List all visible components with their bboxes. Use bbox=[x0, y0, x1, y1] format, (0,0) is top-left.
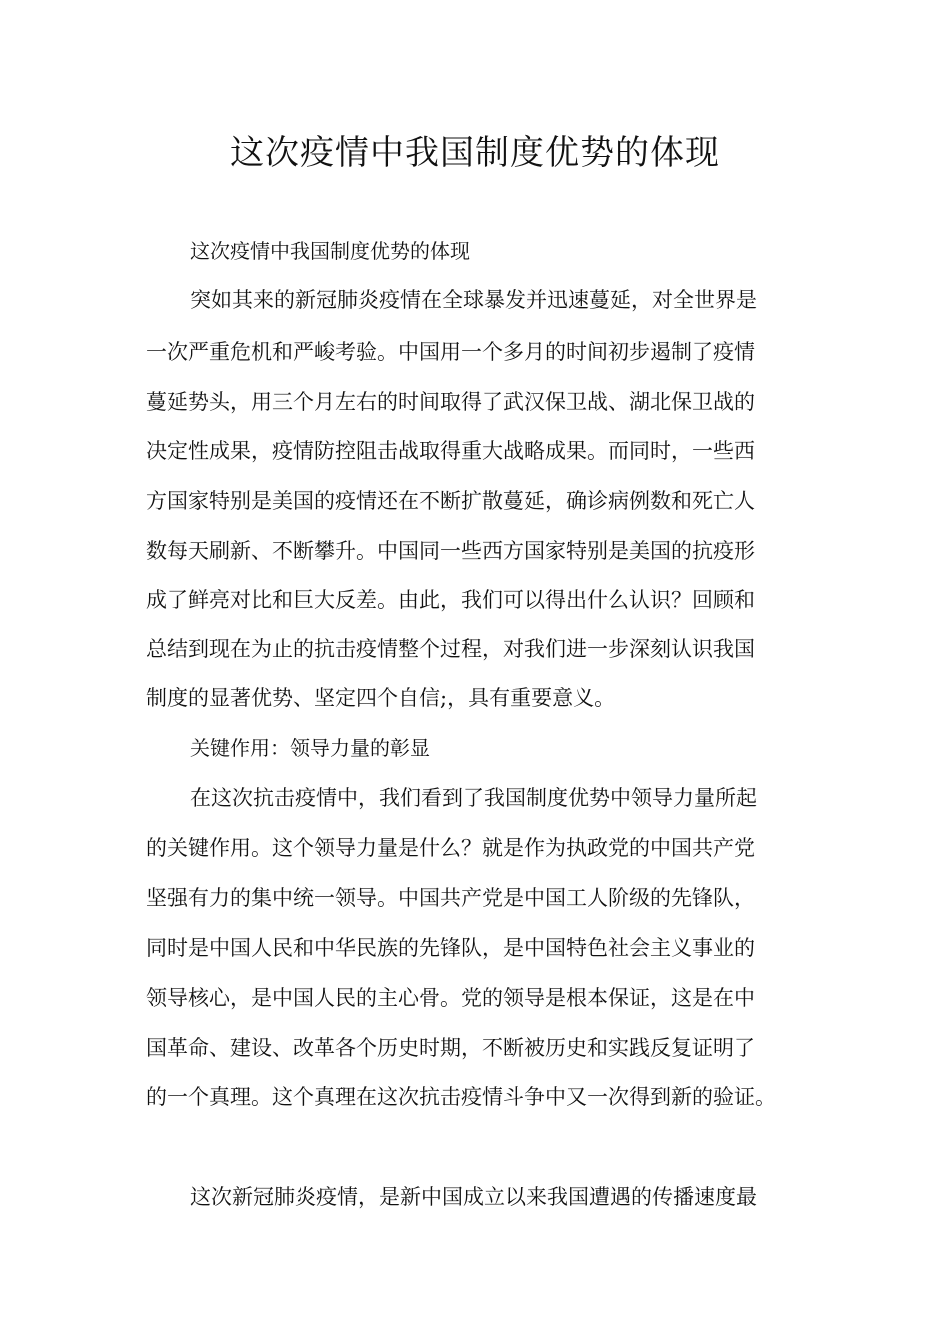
paragraph-1-line-1: 突如其来的新冠肺炎疫情在全球暴发并迅速蔓延，对全世界是 bbox=[190, 288, 757, 312]
paragraph-2-line-5: 领导核心，是中国人民的主心骨。党的领导是根本保证，这是在中 bbox=[146, 986, 755, 1010]
subtitle-line: 这次疫情中我国制度优势的体现 bbox=[190, 239, 470, 263]
paragraph-1-line-6: 数每天刷新、不断攀升。中国同一些西方国家特别是美国的抗疫形 bbox=[146, 539, 755, 563]
paragraph-1-line-5: 方国家特别是美国的疫情还在不断扩散蔓延，确诊病例数和死亡人 bbox=[146, 489, 755, 513]
paragraph-2-line-7: 的一个真理。这个真理在这次抗击疫情斗争中又一次得到新的验证。 bbox=[146, 1085, 776, 1109]
paragraph-1-line-3: 蔓延势头，用三个月左右的时间取得了武汉保卫战、湖北保卫战的 bbox=[146, 390, 755, 414]
paragraph-2-line-2: 的关键作用。这个领导力量是什么？就是作为执政党的中国共产党 bbox=[146, 836, 755, 860]
document-title: 这次疫情中我国制度优势的体现 bbox=[230, 133, 720, 173]
paragraph-3-line-1: 这次新冠肺炎疫情，是新中国成立以来我国遭遇的传播速度最 bbox=[190, 1185, 757, 1209]
section-heading: 关键作用：领导力量的彰显 bbox=[190, 736, 430, 760]
paragraph-2-line-3: 坚强有力的集中统一领导。中国共产党是中国工人阶级的先锋队， bbox=[146, 886, 755, 910]
paragraph-2-line-6: 国革命、建设、改革各个历史时期，不断被历史和实践反复证明了 bbox=[146, 1036, 755, 1060]
paragraph-1-line-4: 决定性成果，疫情防控阻击战取得重大战略成果。而同时，一些西 bbox=[146, 439, 755, 463]
paragraph-1-line-8: 总结到现在为止的抗击疫情整个过程，对我们进一步深刻认识我国 bbox=[146, 637, 755, 661]
paragraph-1-line-7: 成了鲜亮对比和巨大反差。由此，我们可以得出什么认识？回顾和 bbox=[146, 588, 755, 612]
paragraph-1-line-2: 一次严重危机和严峻考验。中国用一个多月的时间初步遏制了疫情 bbox=[146, 340, 755, 364]
paragraph-2-line-1: 在这次抗击疫情中，我们看到了我国制度优势中领导力量所起 bbox=[190, 786, 757, 810]
paragraph-1-line-9: 制度的显著优势、坚定四个自信;，具有重要意义。 bbox=[146, 686, 616, 710]
paragraph-2-line-4: 同时是中国人民和中华民族的先锋队，是中国特色社会主义事业的 bbox=[146, 936, 755, 960]
